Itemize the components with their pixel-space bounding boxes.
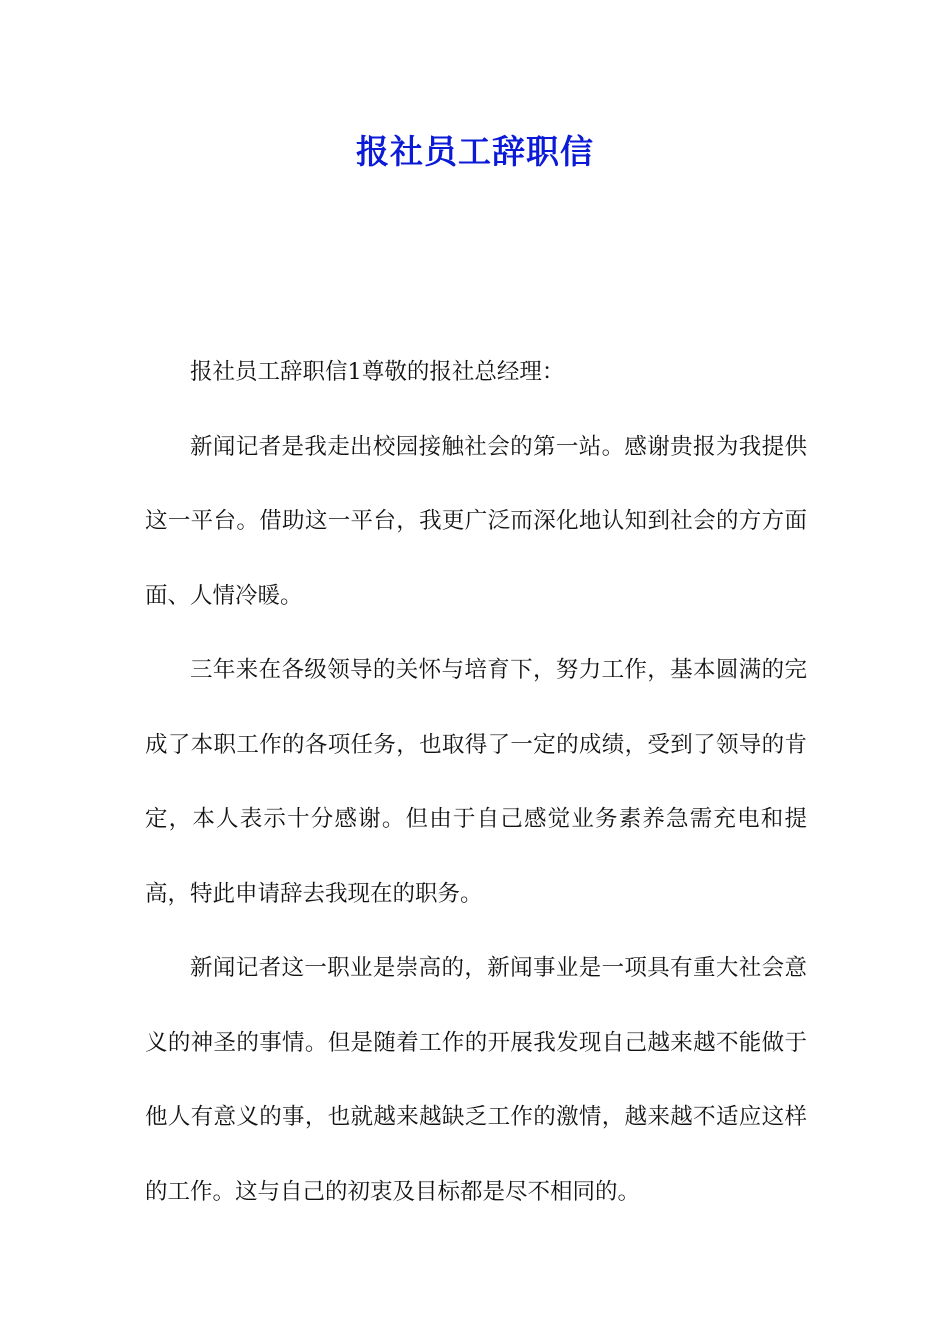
paragraph-greeting: 报社员工辞职信1尊敬的报社总经理： [190, 359, 565, 385]
paragraph-2: 三年来在各级领导的关怀与培育下，努力工作，基本圆满的完成了本职工作的各项任务，也取得了一定的成绩，受到了领导的肯定，本人表示十分感谢。但由于自己感觉业务素养急需充电和提高，特此申请辞去我现在的职务。 [145, 657, 807, 907]
document-body [145, 335, 807, 1229]
paragraph-3: 新闻记者这一职业是崇高的，新闻事业是一项具有重大社会意义的神圣的事情。但是随着工作的开展我发现自己越来越不能做于他人有意义的事，也就越来越缺乏工作的激情，越来越不适应这样的工作。这与自己的初衷及目标都是尽不相同的。 [145, 955, 807, 1205]
document-title: 报社员工辞职信 [356, 132, 594, 171]
paragraph-1: 新闻记者是我走出校园接触社会的第一站。感谢贵报为我提供这一平台。借助这一平台，我更广泛而深化地认知到社会的方方面面、人情冷暖。 [145, 433, 807, 609]
